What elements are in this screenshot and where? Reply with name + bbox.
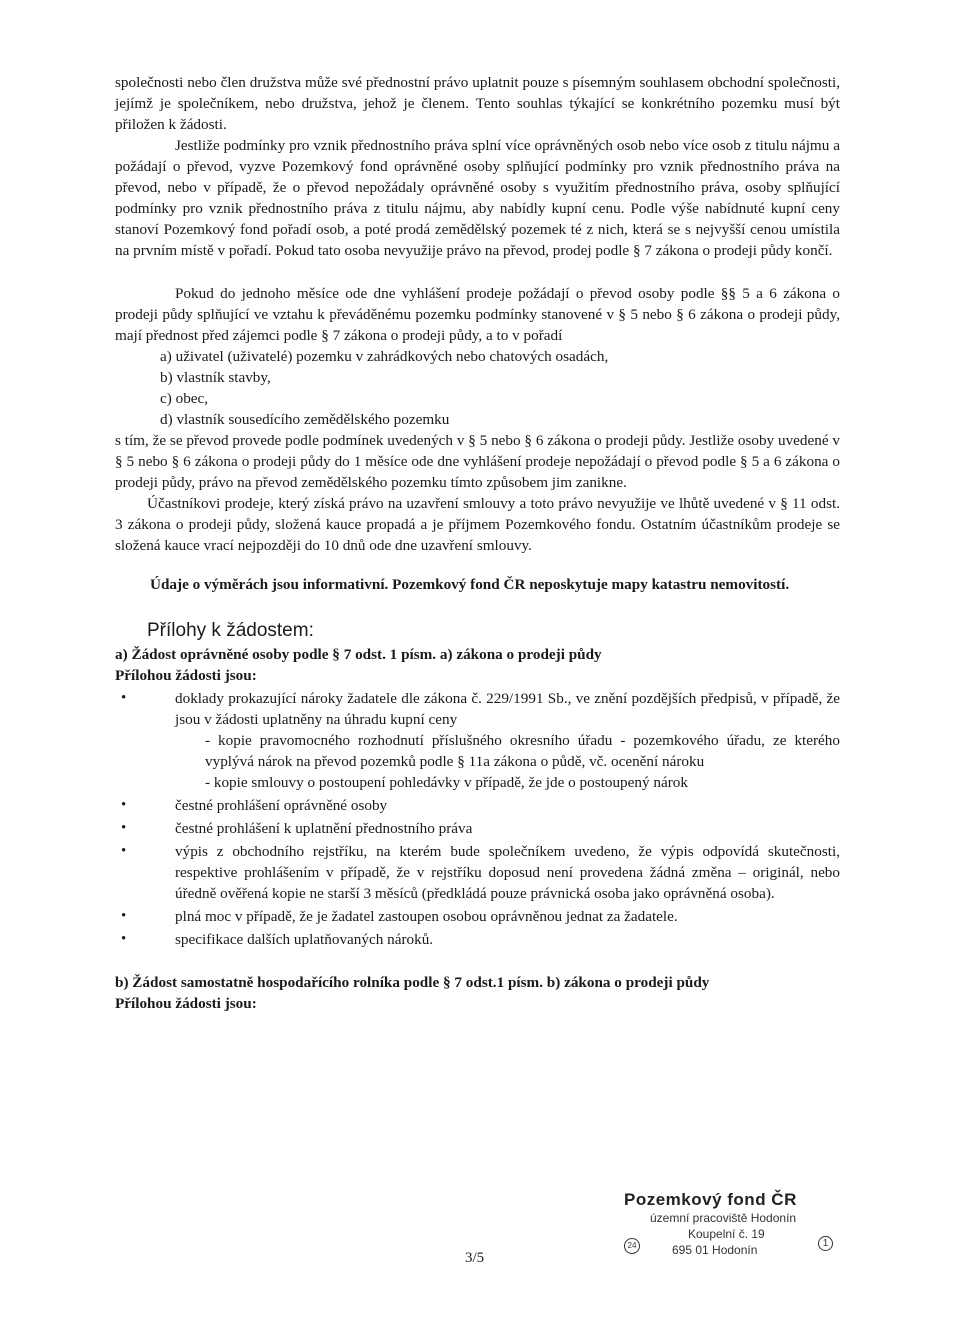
section-b-subheading: Přílohou žádosti jsou: xyxy=(115,995,257,1012)
paragraph-5: Účastníkovi prodeje, který získá právo na uzavření smlouvy a toto právo nevyužije ve lhůtě uvedené v § 11 odst. 3 zákona o prodeji půdy, složená kauce propadá a je příjmem Pozemkového fondu. Ostatním účastníkům prodeje se složená kauce vrací nejpozději do 10 dnů ode dne uzavření smlouvy. xyxy=(115,495,840,554)
paragraph-2: Jestliže podmínky pro vznik přednostního práva splní více oprávněných osob nebo více osob z titulu nájmu a požádají o převod, vyzve Pozemkový fond oprávněné osoby splňující podmínky pro vznik přednostního práva na převod, nebo v případě, že o převod nepožádaly oprávněné osoby s využitím přednostního práva, osoby splňující podmínky pro vznik přednostního práva z titulu nájmu, aby nabídly kupní cenu. Podle výše nabídnuté kupní ceny stanoví Pozemkový fond pořadí osob, a poté prodá zemědělský pozemek té z nich, která se s nejvyšší cenou umístila na prvním místě v pořadí. Pokud tato osoba nevyužije právo na převod, prodej podle § 7 zákona o prodeji půdy končí. xyxy=(115,137,840,259)
stamp-street: Koupelní č. 19 xyxy=(688,1227,765,1241)
list-item: • výpis z obchodního rejstříku, na kterém bude společníkem uvedeno, že výpis odpovídá skutečnosti, respektive prohlášením v případě, že v rejstříku doposud není provedena žádná změna – originál, nebo úředně ověřená kopie ne starší 3 měsíců (předkládá pouze právnická osoba jako oprávněná osoba). xyxy=(115,841,840,904)
stamp-number-badge: 24 xyxy=(624,1238,640,1254)
list-item: • čestné prohlášení k uplatnění přednostního práva xyxy=(115,818,840,839)
list-item: a) uživatel (uživatelé) pozemku v zahrádkových nebo chatových osadách, xyxy=(160,348,609,365)
section-a-list xyxy=(115,688,840,950)
list-item: • čestné prohlášení oprávněné osoby xyxy=(115,795,840,816)
paragraph-1: společnosti nebo člen družstva může své přednostní právo uplatnit pouze s písemným souhlasem obchodní společnosti, jejímž je společníkem, nebo družstva, jehož je členem. Tento souhlas týkající se konkrétního pozemku musí být přiložen k žádosti. xyxy=(115,74,840,133)
attachments-title: Přílohy k žádostem: xyxy=(147,620,314,641)
priority-list xyxy=(115,346,840,430)
stamp-city: 695 01 Hodonín xyxy=(672,1243,758,1257)
item-text: doklady prokazující nároky žadatele dle zákona č. 229/1991 Sb., ve znění pozdějších předpisů, v případě, že jsou v žádosti uplatněny na úhradu kupní ceny xyxy=(175,690,840,728)
item-subtext: - kopie pravomocného rozhodnutí příslušného okresního úřadu - pozemkového úřadu, ze kterého vyplývá nárok na převod pozemků podle § 11a zákona o půdě, vč. ocenění nároku xyxy=(205,732,840,770)
list-item xyxy=(115,688,840,793)
office-stamp xyxy=(612,1190,842,1258)
page-number: 3/5 xyxy=(465,1250,485,1266)
stamp-circle-badge: 1 xyxy=(818,1236,833,1251)
paragraph-3: Pokud do jednoho měsíce ode dne vyhlášení prodeje požádají o převod osoby podle §§ 5 a 6 zákona o prodeji půdy splňující ve vztahu k převáděnému pozemku podmínky stanovené v § 5 nebo § 6 zákona o prodeji půdy, mají přednost před zájemci podle § 7 zákona o prodeji půdy, a to v pořadí xyxy=(115,285,840,344)
document-page xyxy=(115,72,840,1014)
item-subtext: - kopie smlouvy o postoupení pohledávky v případě, že jde o postoupený nárok xyxy=(205,774,688,791)
list-item: d) vlastník sousedícího zemědělského pozemku xyxy=(160,411,450,428)
stamp-office: územní pracoviště Hodonín xyxy=(650,1211,797,1225)
section-a-subheading: Přílohou žádosti jsou: xyxy=(115,667,257,684)
paragraph-4: s tím, že se převod provede podle podmínek uvedených v § 5 nebo § 6 zákona o prodeji půdy. Jestliže osoby uvedené v § 5 nebo § 6 zákona o prodeji půdy do 1 měsíce ode dne vyhlášení prodeje nepožádají o převod podle § 5 a 6 zákona o prodeji půdy, právo na převod zemědělského pozemku tímto způsobem jim zanikne. xyxy=(115,432,840,491)
list-item: b) vlastník stavby, xyxy=(160,369,271,386)
stamp-title: Pozemkový fond ČR xyxy=(624,1190,797,1209)
section-b-heading: b) Žádost samostatně hospodařícího rolníka podle § 7 odst.1 písm. b) zákona o prodeji půdy xyxy=(115,974,710,991)
section-a-heading: a) Žádost oprávněné osoby podle § 7 odst. 1 písm. a) zákona o prodeji půdy xyxy=(115,646,602,663)
list-item: • plná moc v případě, že je žadatel zastoupen osobou oprávněnou jednat za žadatele. xyxy=(115,906,840,927)
notice-text: Údaje o výměrách jsou informativní. Pozemkový fond ČR neposkytuje mapy katastru nemovitostí. xyxy=(150,576,790,593)
list-item: • specifikace dalších uplatňovaných nároků. xyxy=(115,929,840,950)
list-item: c) obec, xyxy=(160,390,209,407)
